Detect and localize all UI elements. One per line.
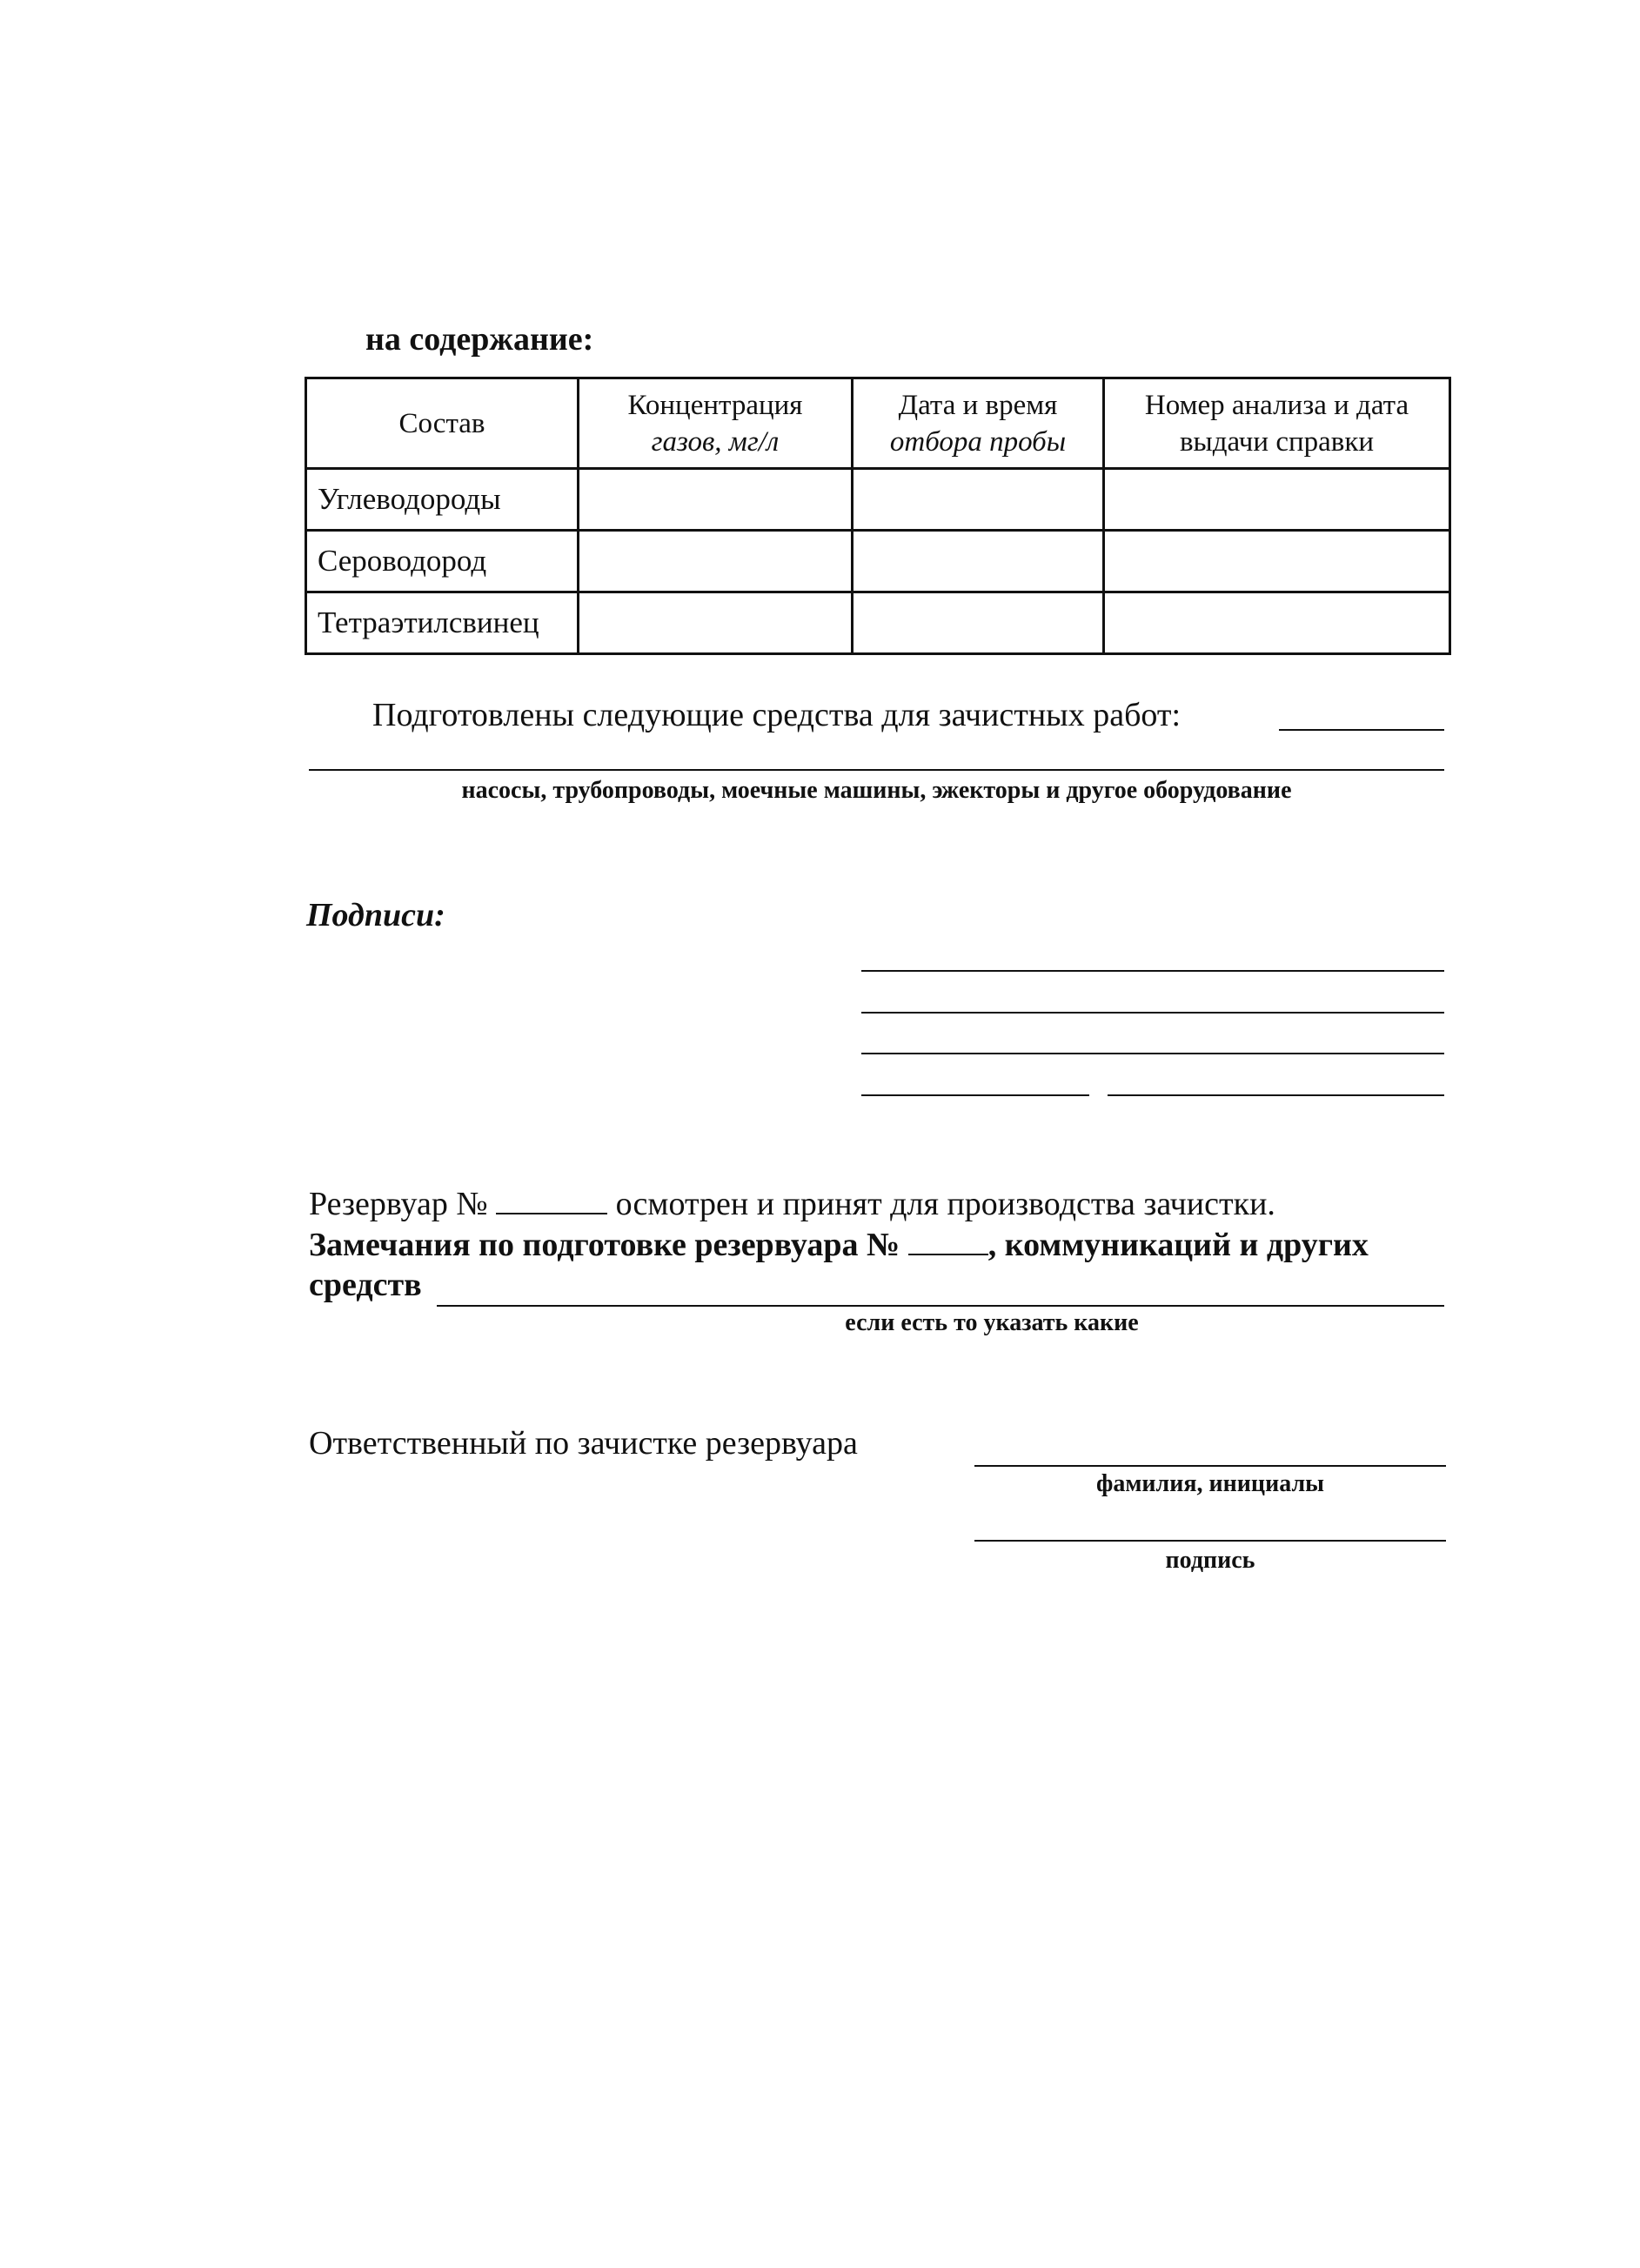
datetime-cell[interactable] <box>853 592 1104 654</box>
signature-caption: подпись <box>1165 1547 1255 1574</box>
header-concentration: Концентрация газов, мг/л <box>579 378 853 469</box>
datetime-cell[interactable] <box>853 469 1104 531</box>
signature-line[interactable] <box>861 1012 1444 1014</box>
table-row <box>306 592 1450 654</box>
signature-line[interactable] <box>861 970 1444 972</box>
concentration-cell[interactable] <box>579 531 853 592</box>
row-name: Тетраэтилсвинец <box>306 592 579 654</box>
analysis-cell[interactable] <box>1104 469 1450 531</box>
responsible-name-line[interactable] <box>974 1465 1446 1467</box>
gas-composition-table <box>305 377 1451 655</box>
row-name: Углеводороды <box>306 469 579 531</box>
table-header-row <box>306 378 1450 469</box>
signature-line[interactable] <box>861 1094 1089 1096</box>
acceptance-line1 <box>309 1185 1275 1223</box>
intro-text: на содержание: <box>365 321 594 358</box>
equipment-line[interactable] <box>309 769 1444 771</box>
table-row <box>306 469 1450 531</box>
equipment-text: Подготовлены следующие средства для зачистных работ: <box>372 697 1181 733</box>
table-row <box>306 531 1450 592</box>
name-caption: фамилия, инициалы <box>1095 1470 1325 1497</box>
remarks-label: Замечания по подготовке резервуара № <box>309 1227 900 1263</box>
remarks-tank-blank[interactable] <box>908 1229 988 1255</box>
signature-line[interactable] <box>861 1053 1444 1054</box>
remarks-line[interactable] <box>437 1305 1444 1307</box>
analysis-cell[interactable] <box>1104 592 1450 654</box>
remarks-suffix: , коммуникаций и других <box>987 1227 1369 1263</box>
signature-line[interactable] <box>1108 1094 1444 1096</box>
equipment-caption: насосы, трубопроводы, моечные машины, эжекторы и другое оборудование <box>461 777 1292 804</box>
responsible-signature-line[interactable] <box>974 1540 1446 1542</box>
tank-number-blank[interactable] <box>496 1188 607 1214</box>
signatures-label: Подписи: <box>306 897 445 933</box>
concentration-cell[interactable] <box>579 592 853 654</box>
header-composition: Состав <box>306 378 579 469</box>
accepted-text: осмотрен и принят для производства зачистки. <box>615 1186 1275 1222</box>
header-sampling-datetime: Дата и время отбора пробы <box>853 378 1104 469</box>
analysis-cell[interactable] <box>1104 531 1450 592</box>
tank-label: Резервуар № <box>309 1186 488 1222</box>
equipment-blank[interactable] <box>1279 729 1444 731</box>
responsible-label: Ответственный по зачистке резервуара <box>309 1425 858 1462</box>
means-label: средств <box>309 1267 422 1303</box>
header-analysis-number: Номер анализа и дата выдачи справки <box>1104 378 1450 469</box>
concentration-cell[interactable] <box>579 469 853 531</box>
datetime-cell[interactable] <box>853 531 1104 592</box>
acceptance-line2 <box>309 1226 1449 1264</box>
remarks-caption: если есть то указать какие <box>845 1309 1139 1336</box>
row-name: Сероводород <box>306 531 579 592</box>
